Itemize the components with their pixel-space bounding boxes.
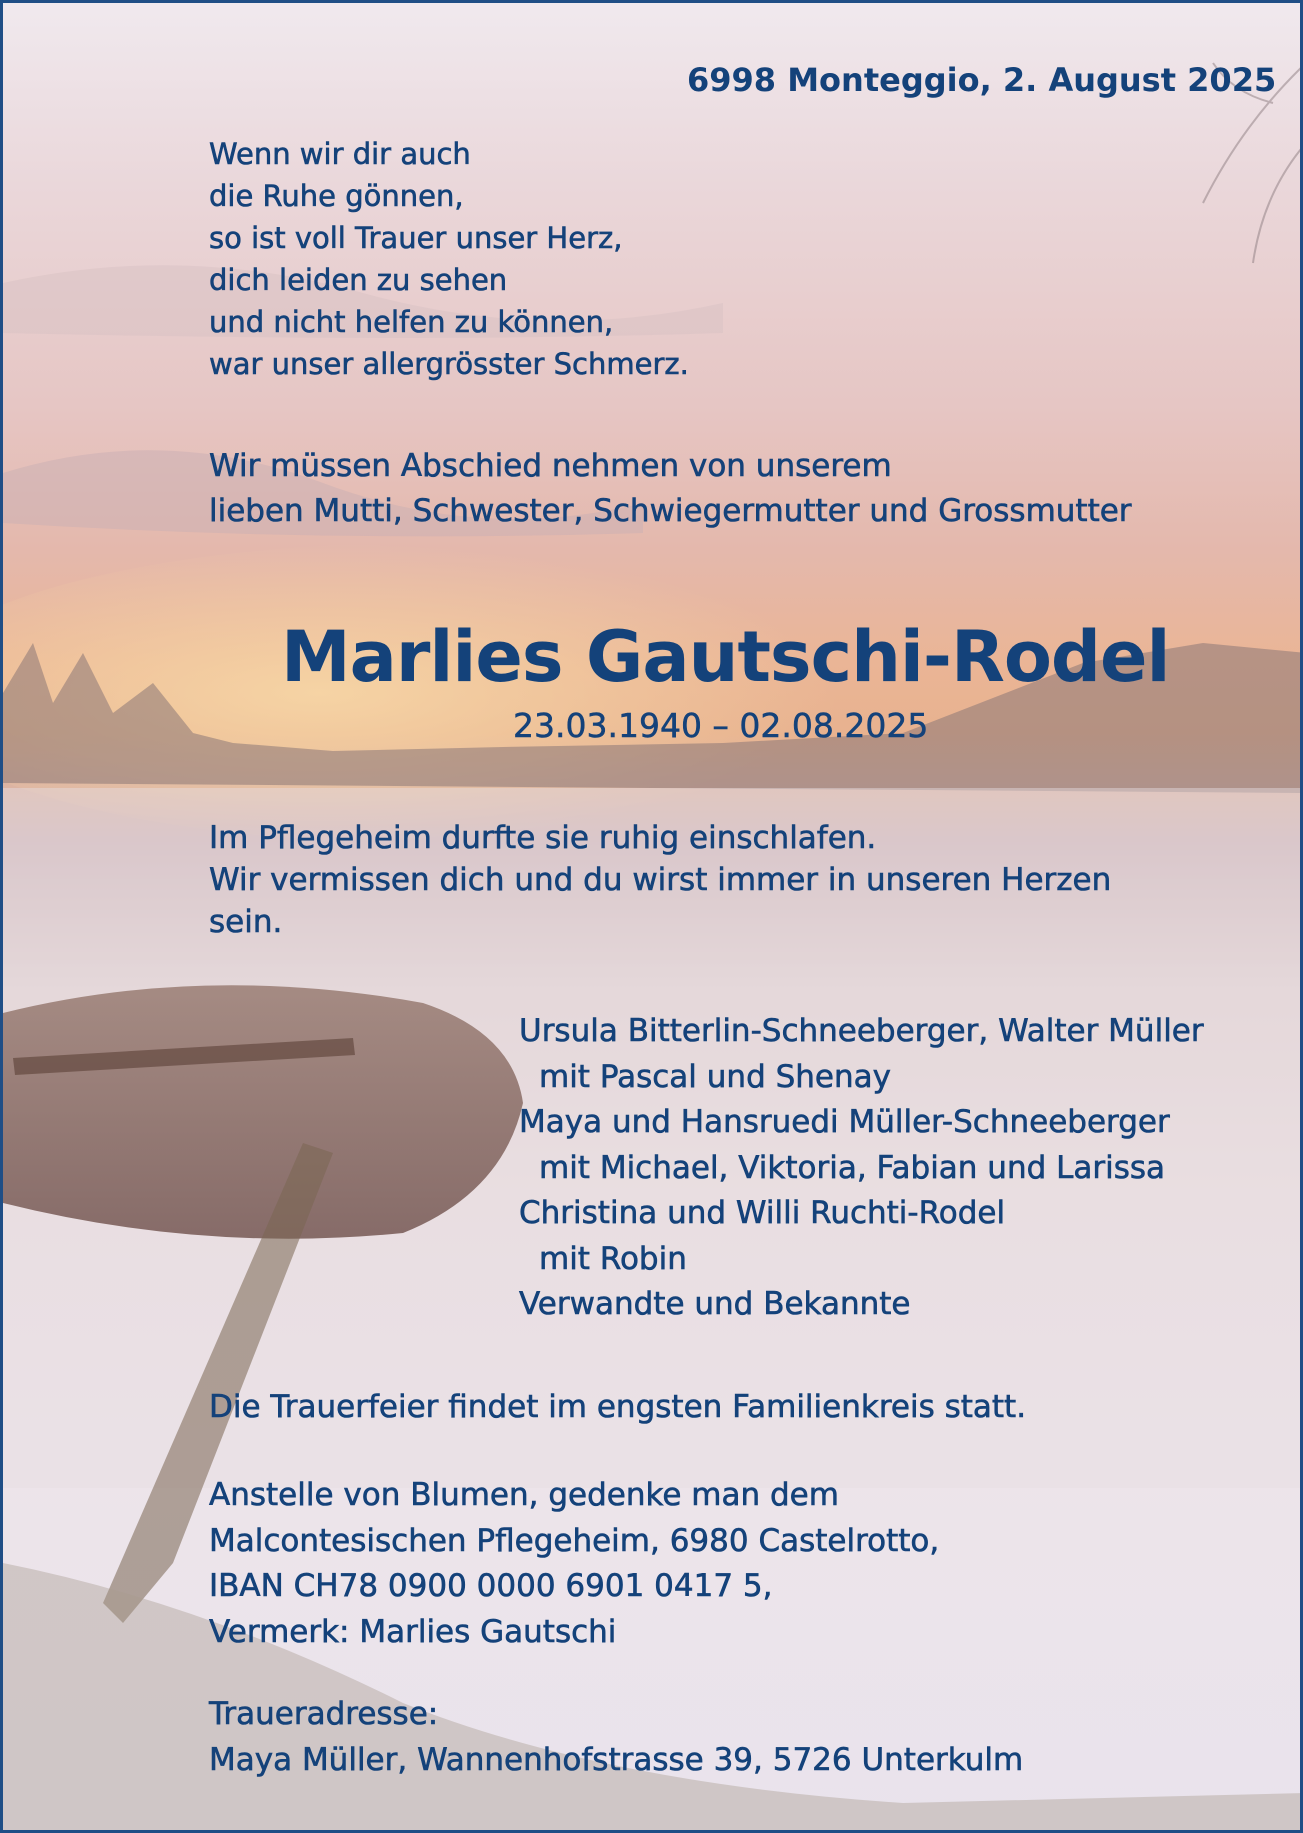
intro-line: lieben Mutti, Schwester, Schwiegermutter und Grossmutter (209, 493, 1132, 529)
passing-message (209, 817, 1111, 943)
mourner-line: Verwandte und Bekannte (519, 1286, 911, 1322)
place-and-date: 6998 Monteggio, 2. August 2025 (687, 61, 1277, 99)
poem-line: die Ruhe gönnen, (209, 179, 464, 213)
message-line: Wir vermissen dich und du wirst immer in unseren Herzen (209, 862, 1112, 898)
poem-line: und nicht helfen zu können, (209, 305, 614, 339)
poem (209, 133, 689, 385)
deceased-name: Marlies Gautschi-Rodel (281, 616, 1170, 698)
mourner-line: mit Pascal und Shenay (539, 1058, 891, 1095)
mourner-line: Maya und Hansruedi Müller-Schneeberger (519, 1104, 1170, 1140)
mourner-line: Ursula Bitterlin-Schneeberger, Walter Müller (519, 1013, 1204, 1049)
donation-line: IBAN CH78 0900 0000 6901 0417 5, (209, 1568, 773, 1604)
message-line: sein. (209, 904, 283, 940)
donation-line: Malcontesischen Pflegeheim, 6980 Castelrotto, (209, 1522, 940, 1559)
poem-line: Wenn wir dir auch (209, 137, 471, 171)
farewell-intro (209, 444, 1132, 534)
message-line: Im Pflegeheim durfte sie ruhig einschlafen. (209, 820, 877, 856)
donation-notice (209, 1473, 939, 1655)
donation-line: Anstelle von Blumen, gedenke man dem (209, 1477, 839, 1513)
rowboat (3, 985, 523, 1238)
poem-line: dich leiden zu sehen (209, 263, 508, 297)
mourners-list (519, 1009, 1204, 1328)
address-label: Traueradresse: (209, 1696, 439, 1732)
poem-line: so ist voll Trauer unser Herz, (209, 221, 623, 255)
funeral-notice: Die Trauerfeier findet im engsten Familienkreis statt. (209, 1389, 1027, 1425)
intro-line: Wir müssen Abschied nehmen von unserem (209, 448, 892, 484)
life-dates: 23.03.1940 – 02.08.2025 (513, 706, 929, 745)
mourner-line: mit Michael, Viktoria, Fabian und Larissa (539, 1149, 1166, 1186)
address-line: Maya Müller, Wannenhofstrasse 39, 5726 Unterkulm (209, 1741, 1024, 1778)
mourning-address (209, 1692, 1023, 1783)
mourner-line: mit Robin (539, 1240, 687, 1277)
donation-line: Vermerk: Marlies Gautschi (209, 1613, 617, 1650)
mourner-line: Christina und Willi Ruchti-Rodel (519, 1195, 1006, 1231)
poem-line: war unser allergrösster Schmerz. (209, 347, 689, 381)
